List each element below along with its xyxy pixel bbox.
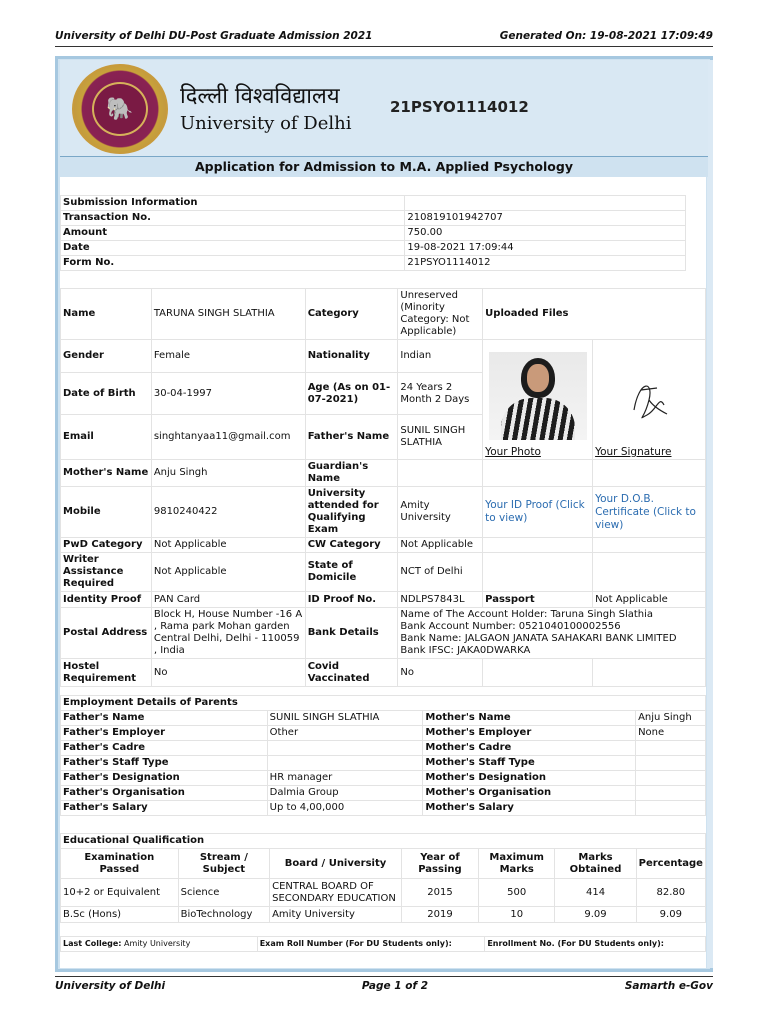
table-row xyxy=(61,937,706,952)
mother-emp-label: Mother's Salary xyxy=(423,801,636,816)
gender-value: Female xyxy=(151,340,305,373)
header-left-text: University of Delhi DU-Post Graduate Admission 2021 xyxy=(55,30,373,42)
table-row xyxy=(61,879,706,907)
page-header xyxy=(55,30,713,42)
application-title: Application for Admission to M.A. Applied Psychology xyxy=(60,157,708,177)
page-footer xyxy=(55,980,713,992)
table-row xyxy=(61,592,706,608)
father-name-value: SUNIL SINGH SLATHIA xyxy=(398,415,483,460)
email-value: singhtanyaa11@gmail.com xyxy=(151,415,305,460)
generated-on-text: Generated On: 19-08-2021 17:09:49 xyxy=(499,30,713,42)
table-row xyxy=(61,907,706,923)
postal-address-label: Postal Address xyxy=(61,608,152,659)
form-no-value: 21PSYO1114012 xyxy=(405,256,686,271)
table-row xyxy=(61,340,706,373)
personal-details-table xyxy=(60,288,706,687)
table-row xyxy=(61,711,706,726)
dob-certificate-link[interactable]: Your D.O.B. Certificate (Click to view) xyxy=(593,487,706,538)
nationality-label: Nationality xyxy=(305,340,398,373)
writer-value: Not Applicable xyxy=(151,553,305,592)
column-header: Stream / Subject xyxy=(178,849,270,879)
table-row xyxy=(61,226,686,241)
date-value: 19-08-2021 17:09:44 xyxy=(405,241,686,256)
enrollment-label: Enrollment No. (For DU Students only): xyxy=(485,937,706,952)
column-header: Marks Obtained xyxy=(555,849,636,879)
father-emp-label: Father's Cadre xyxy=(61,741,268,756)
father-emp-label: Father's Organisation xyxy=(61,786,268,801)
table-row xyxy=(61,211,686,226)
mother-name-value: Anju Singh xyxy=(151,460,305,487)
board-cell: Amity University xyxy=(270,907,402,923)
empty-cell xyxy=(405,196,686,211)
mother-emp-value xyxy=(636,741,706,756)
identity-proof-label: Identity Proof xyxy=(61,592,152,608)
year-cell: 2019 xyxy=(401,907,478,923)
identity-proof-value: PAN Card xyxy=(151,592,305,608)
date-label: Date xyxy=(61,241,405,256)
table-row xyxy=(61,460,706,487)
dob-value: 30-04-1997 xyxy=(151,373,305,415)
empty-cell xyxy=(483,538,593,553)
postal-address-value: Block H, House Number -16 A , Rama park Mohan garden Central Delhi, Delhi - 110059 , India xyxy=(151,608,305,659)
stream-cell: Science xyxy=(178,879,270,907)
domicile-label: State of Domicile xyxy=(305,553,398,592)
table-row xyxy=(61,696,706,711)
passport-label: Passport xyxy=(483,592,593,608)
cw-value: Not Applicable xyxy=(398,538,483,553)
footer-right-text: Samarth e-Gov xyxy=(624,980,713,992)
mother-emp-value xyxy=(636,771,706,786)
id-proof-no-value: NDLPS7843L xyxy=(398,592,483,608)
last-college-cell xyxy=(61,937,258,952)
empty-cell xyxy=(593,659,706,687)
table-row xyxy=(61,241,686,256)
name-label: Name xyxy=(61,289,152,340)
mother-emp-value xyxy=(636,786,706,801)
submission-heading: Submission Information xyxy=(61,196,405,211)
guardian-value xyxy=(398,460,483,487)
bank-ifsc: Bank IFSC: JAKA0DWARKA xyxy=(400,645,531,656)
covid-value: No xyxy=(398,659,483,687)
table-row xyxy=(61,196,686,211)
table-row xyxy=(61,659,706,687)
university-logo xyxy=(72,64,168,154)
father-emp-value: Dalmia Group xyxy=(267,786,423,801)
frame-side-bar xyxy=(707,60,713,968)
writer-label: Writer Assistance Required xyxy=(61,553,152,592)
table-row xyxy=(61,487,706,538)
father-emp-value: Up to 4,00,000 xyxy=(267,801,423,816)
hostel-value: No xyxy=(151,659,305,687)
education-heading: Educational Qualification xyxy=(61,834,706,849)
percentage-cell: 9.09 xyxy=(636,907,705,923)
form-no-label: Form No. xyxy=(61,256,405,271)
uploaded-files-label: Uploaded Files xyxy=(483,289,706,340)
employment-heading: Employment Details of Parents xyxy=(61,696,706,711)
mother-emp-value xyxy=(636,801,706,816)
pwd-value: Not Applicable xyxy=(151,538,305,553)
empty-cell xyxy=(483,460,593,487)
elephant-emblem-icon: 🐘 xyxy=(92,82,148,136)
last-college-label: Last College: xyxy=(63,939,122,948)
transaction-value: 210819101942707 xyxy=(405,211,686,226)
father-emp-value xyxy=(267,741,423,756)
father-emp-label: Father's Staff Type xyxy=(61,756,268,771)
bank-holder: Name of The Account Holder: Taruna Singh Slathia xyxy=(400,609,654,620)
mother-emp-label: Mother's Name xyxy=(423,711,636,726)
exam-roll-label: Exam Roll Number (For DU Students only): xyxy=(257,937,485,952)
bank-account: Bank Account Number: 0521040100002556 xyxy=(400,621,621,632)
signature-icon xyxy=(619,370,679,430)
qualifying-university-label: University attended for Qualifying Exam xyxy=(305,487,398,538)
column-header: Percentage xyxy=(636,849,705,879)
mother-emp-label: Mother's Employer xyxy=(423,726,636,741)
last-college-value: Amity University xyxy=(124,939,191,948)
empty-cell xyxy=(593,538,706,553)
your-photo-link[interactable]: Your Photo xyxy=(485,446,541,458)
cw-label: CW Category xyxy=(305,538,398,553)
table-row xyxy=(61,726,706,741)
dob-label: Date of Birth xyxy=(61,373,152,415)
signature-image xyxy=(600,360,698,440)
amount-value: 750.00 xyxy=(405,226,686,241)
mobile-value: 9810240422 xyxy=(151,487,305,538)
empty-cell xyxy=(593,460,706,487)
your-signature-link[interactable]: Your Signature xyxy=(595,446,672,458)
age-label: Age (As on 01-07-2021) xyxy=(305,373,398,415)
table-row xyxy=(61,553,706,592)
board-cell: CENTRAL BOARD OF SECONDARY EDUCATION xyxy=(270,879,402,907)
table-row xyxy=(61,834,706,849)
father-emp-value: SUNIL SINGH SLATHIA xyxy=(267,711,423,726)
employment-details-table xyxy=(60,695,706,816)
father-emp-value xyxy=(267,756,423,771)
transaction-label: Transaction No. xyxy=(61,211,405,226)
table-row xyxy=(61,801,706,816)
amount-label: Amount xyxy=(61,226,405,241)
table-row xyxy=(61,756,706,771)
university-english-name: University of Delhi xyxy=(180,113,352,134)
education-table xyxy=(60,833,706,923)
last-college-table xyxy=(60,936,706,952)
bank-name: Bank Name: JALGAON JANATA SAHAKARI BANK LIMITED xyxy=(400,633,677,644)
table-row xyxy=(61,608,706,659)
photo-cell xyxy=(483,340,593,460)
covid-label: Covid Vaccinated xyxy=(305,659,398,687)
table-row xyxy=(61,289,706,340)
applicant-photo xyxy=(489,352,587,440)
father-emp-label: Father's Employer xyxy=(61,726,268,741)
table-row xyxy=(61,741,706,756)
id-proof-link[interactable]: Your ID Proof (Click to view) xyxy=(483,487,593,538)
id-proof-no-label: ID Proof No. xyxy=(305,592,398,608)
footer-left-text: University of Delhi xyxy=(55,980,166,992)
father-emp-value: Other xyxy=(267,726,423,741)
max-marks-cell: 10 xyxy=(478,907,554,923)
mother-emp-value: Anju Singh xyxy=(636,711,706,726)
father-name-label: Father's Name xyxy=(305,415,398,460)
mobile-label: Mobile xyxy=(61,487,152,538)
table-row xyxy=(61,771,706,786)
bank-details-value xyxy=(398,608,706,659)
mother-emp-label: Mother's Staff Type xyxy=(423,756,636,771)
empty-cell xyxy=(483,553,593,592)
guardian-label: Guardian's Name xyxy=(305,460,398,487)
pwd-label: PwD Category xyxy=(61,538,152,553)
year-cell: 2015 xyxy=(401,879,478,907)
submission-info-table xyxy=(60,195,686,271)
max-marks-cell: 500 xyxy=(478,879,554,907)
column-header: Year of Passing xyxy=(401,849,478,879)
father-emp-label: Father's Designation xyxy=(61,771,268,786)
stream-cell: BioTechnology xyxy=(178,907,270,923)
domicile-value: NCT of Delhi xyxy=(398,553,483,592)
exam-cell: B.Sc (Hons) xyxy=(61,907,179,923)
marks-obtained-cell: 414 xyxy=(555,879,636,907)
father-emp-label: Father's Name xyxy=(61,711,268,726)
column-header: Board / University xyxy=(270,849,402,879)
empty-cell xyxy=(593,553,706,592)
table-row xyxy=(61,256,686,271)
column-header: Examination Passed xyxy=(61,849,179,879)
mother-emp-label: Mother's Cadre xyxy=(423,741,636,756)
bank-details-label: Bank Details xyxy=(305,608,398,659)
footer-divider xyxy=(55,976,713,977)
mother-emp-value: None xyxy=(636,726,706,741)
age-value: 24 Years 2 Month 2 Days xyxy=(398,373,483,415)
university-hindi-name: दिल्ली विश्वविद्यालय xyxy=(180,84,340,109)
signature-cell xyxy=(593,340,706,460)
nationality-value: Indian xyxy=(398,340,483,373)
gender-label: Gender xyxy=(61,340,152,373)
page-number: Page 1 of 2 xyxy=(361,980,428,992)
exam-cell: 10+2 or Equivalent xyxy=(61,879,179,907)
mother-emp-label: Mother's Organisation xyxy=(423,786,636,801)
percentage-cell: 82.80 xyxy=(636,879,705,907)
category-value: Unreserved (Minority Category: Not Applicable) xyxy=(398,289,483,340)
column-header: Maximum Marks xyxy=(478,849,554,879)
email-label: Email xyxy=(61,415,152,460)
table-row xyxy=(61,786,706,801)
father-emp-value: HR manager xyxy=(267,771,423,786)
form-number-heading: 21PSYO1114012 xyxy=(390,98,529,116)
mother-emp-value xyxy=(636,756,706,771)
empty-cell xyxy=(483,659,593,687)
table-header-row xyxy=(61,849,706,879)
passport-value: Not Applicable xyxy=(593,592,706,608)
hostel-label: Hostel Requirement xyxy=(61,659,152,687)
father-emp-label: Father's Salary xyxy=(61,801,268,816)
name-value: TARUNA SINGH SLATHIA xyxy=(151,289,305,340)
category-label: Category xyxy=(305,289,398,340)
mother-name-label: Mother's Name xyxy=(61,460,152,487)
table-row xyxy=(61,538,706,553)
header-divider xyxy=(55,46,713,47)
marks-obtained-cell: 9.09 xyxy=(555,907,636,923)
mother-emp-label: Mother's Designation xyxy=(423,771,636,786)
qualifying-university-value: Amity University xyxy=(398,487,483,538)
